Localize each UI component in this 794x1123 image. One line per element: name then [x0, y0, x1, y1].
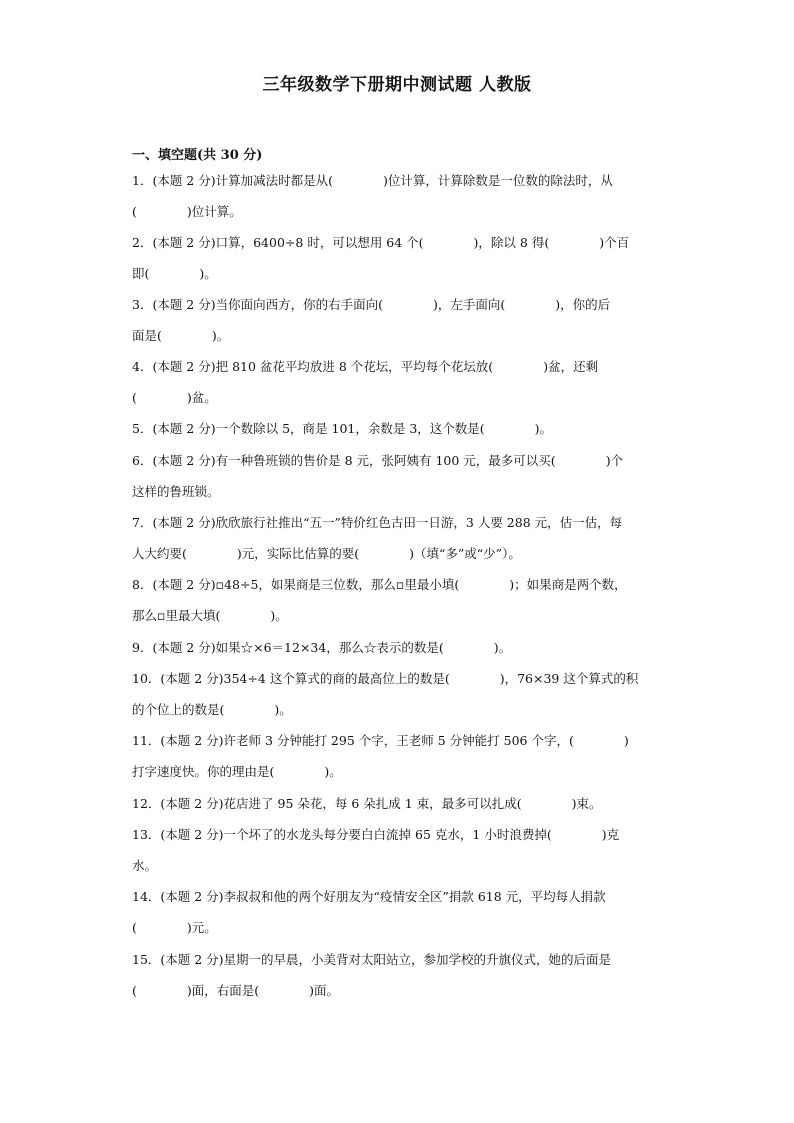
question-11-line-2: 打字速度快。你的理由是( )。 — [132, 764, 342, 779]
question-1-line-1: 1．(本题 2 分)计算加减法时都是从( )位计算，计算除数是一位数的除法时，从 — [132, 173, 613, 188]
question-5-line-1: 5．(本题 2 分)一个数除以 5，商是 101，余数是 3，这个数是( )。 — [132, 421, 553, 436]
question-6-line-2: 这样的鲁班锁。 — [132, 484, 220, 499]
question-1-line-2: ( )位计算。 — [132, 204, 242, 219]
question-13-line-1: 13．(本题 2 分)一个坏了的水龙头每分要白白流掉 65 克水，1 小时浪费掉( )克 — [132, 827, 620, 842]
question-8-line-1: 8．(本题 2 分)▫48÷5，如果商是三位数，那么▫里最小填( )；如果商是两个数， — [132, 577, 627, 592]
question-9-line-1: 9．(本题 2 分)如果☆×6＝12×34，那么☆表示的数是( )。 — [132, 640, 512, 655]
section-heading: 一、填空题(共 30 分) — [132, 148, 263, 163]
question-3-line-2: 面是( )。 — [132, 328, 230, 343]
question-4-line-2: ( )盆。 — [132, 390, 217, 405]
question-7-line-2: 人大约要( )元，实际比估算的要( )（填“多”或“少”）。 — [132, 546, 521, 561]
question-7-line-1: 7．(本题 2 分)欣欣旅行社推出“五一”特价红色古田一日游，3 人要 288 元，估一估，每 — [132, 515, 623, 530]
question-6-line-1: 6．(本题 2 分)有一种鲁班锁的售价是 8 元，张阿姨有 100 元，最多可以买( )个 — [132, 453, 624, 468]
question-10-line-1: 10．(本题 2 分)354÷4 这个算式的商的最高位上的数是( )，76×39 这个算式的积 — [132, 671, 639, 686]
question-10-line-2: 的个位上的数是( )。 — [132, 702, 292, 717]
question-4-line-1: 4．(本题 2 分)把 810 盆花平均放进 8 个花坛，平均每个花坛放( )盆，还剩 — [132, 359, 599, 374]
question-2-line-1: 2．(本题 2 分)口算，6400÷8 时，可以想用 64 个( )，除以 8 得( )个百 — [132, 235, 630, 250]
question-2-line-2: 即( )。 — [132, 266, 217, 281]
question-8-line-2: 那么▫里最大填( )。 — [132, 608, 288, 623]
question-12-line-1: 12．(本题 2 分)花店进了 95 朵花，每 6 朵扎成 1 束，最多可以扎成( )束。 — [132, 796, 602, 811]
question-11-line-1: 11．(本题 2 分)许老师 3 分钟能打 295 个字，王老师 5 分钟能打 506 个字，( ) — [132, 733, 629, 748]
page-title: 三年级数学下册期中测试题 人教版 — [262, 75, 532, 95]
question-14-line-2: ( )元。 — [132, 920, 217, 935]
question-13-line-2: 水。 — [132, 858, 158, 873]
question-15-line-2: ( )面，右面是( )面。 — [132, 983, 340, 998]
question-3-line-1: 3．(本题 2 分)当你面向西方，你的右手面向( )，左手面向( )，你的后 — [132, 297, 611, 312]
question-15-line-1: 15．(本题 2 分)星期一的早晨，小美背对太阳站立，参加学校的升旗仪式，她的后面是 — [132, 952, 612, 967]
question-14-line-1: 14．(本题 2 分)李叔叔和他的两个好朋友为“疫情安全区”捐款 618 元，平均每人捐款 — [132, 889, 606, 904]
